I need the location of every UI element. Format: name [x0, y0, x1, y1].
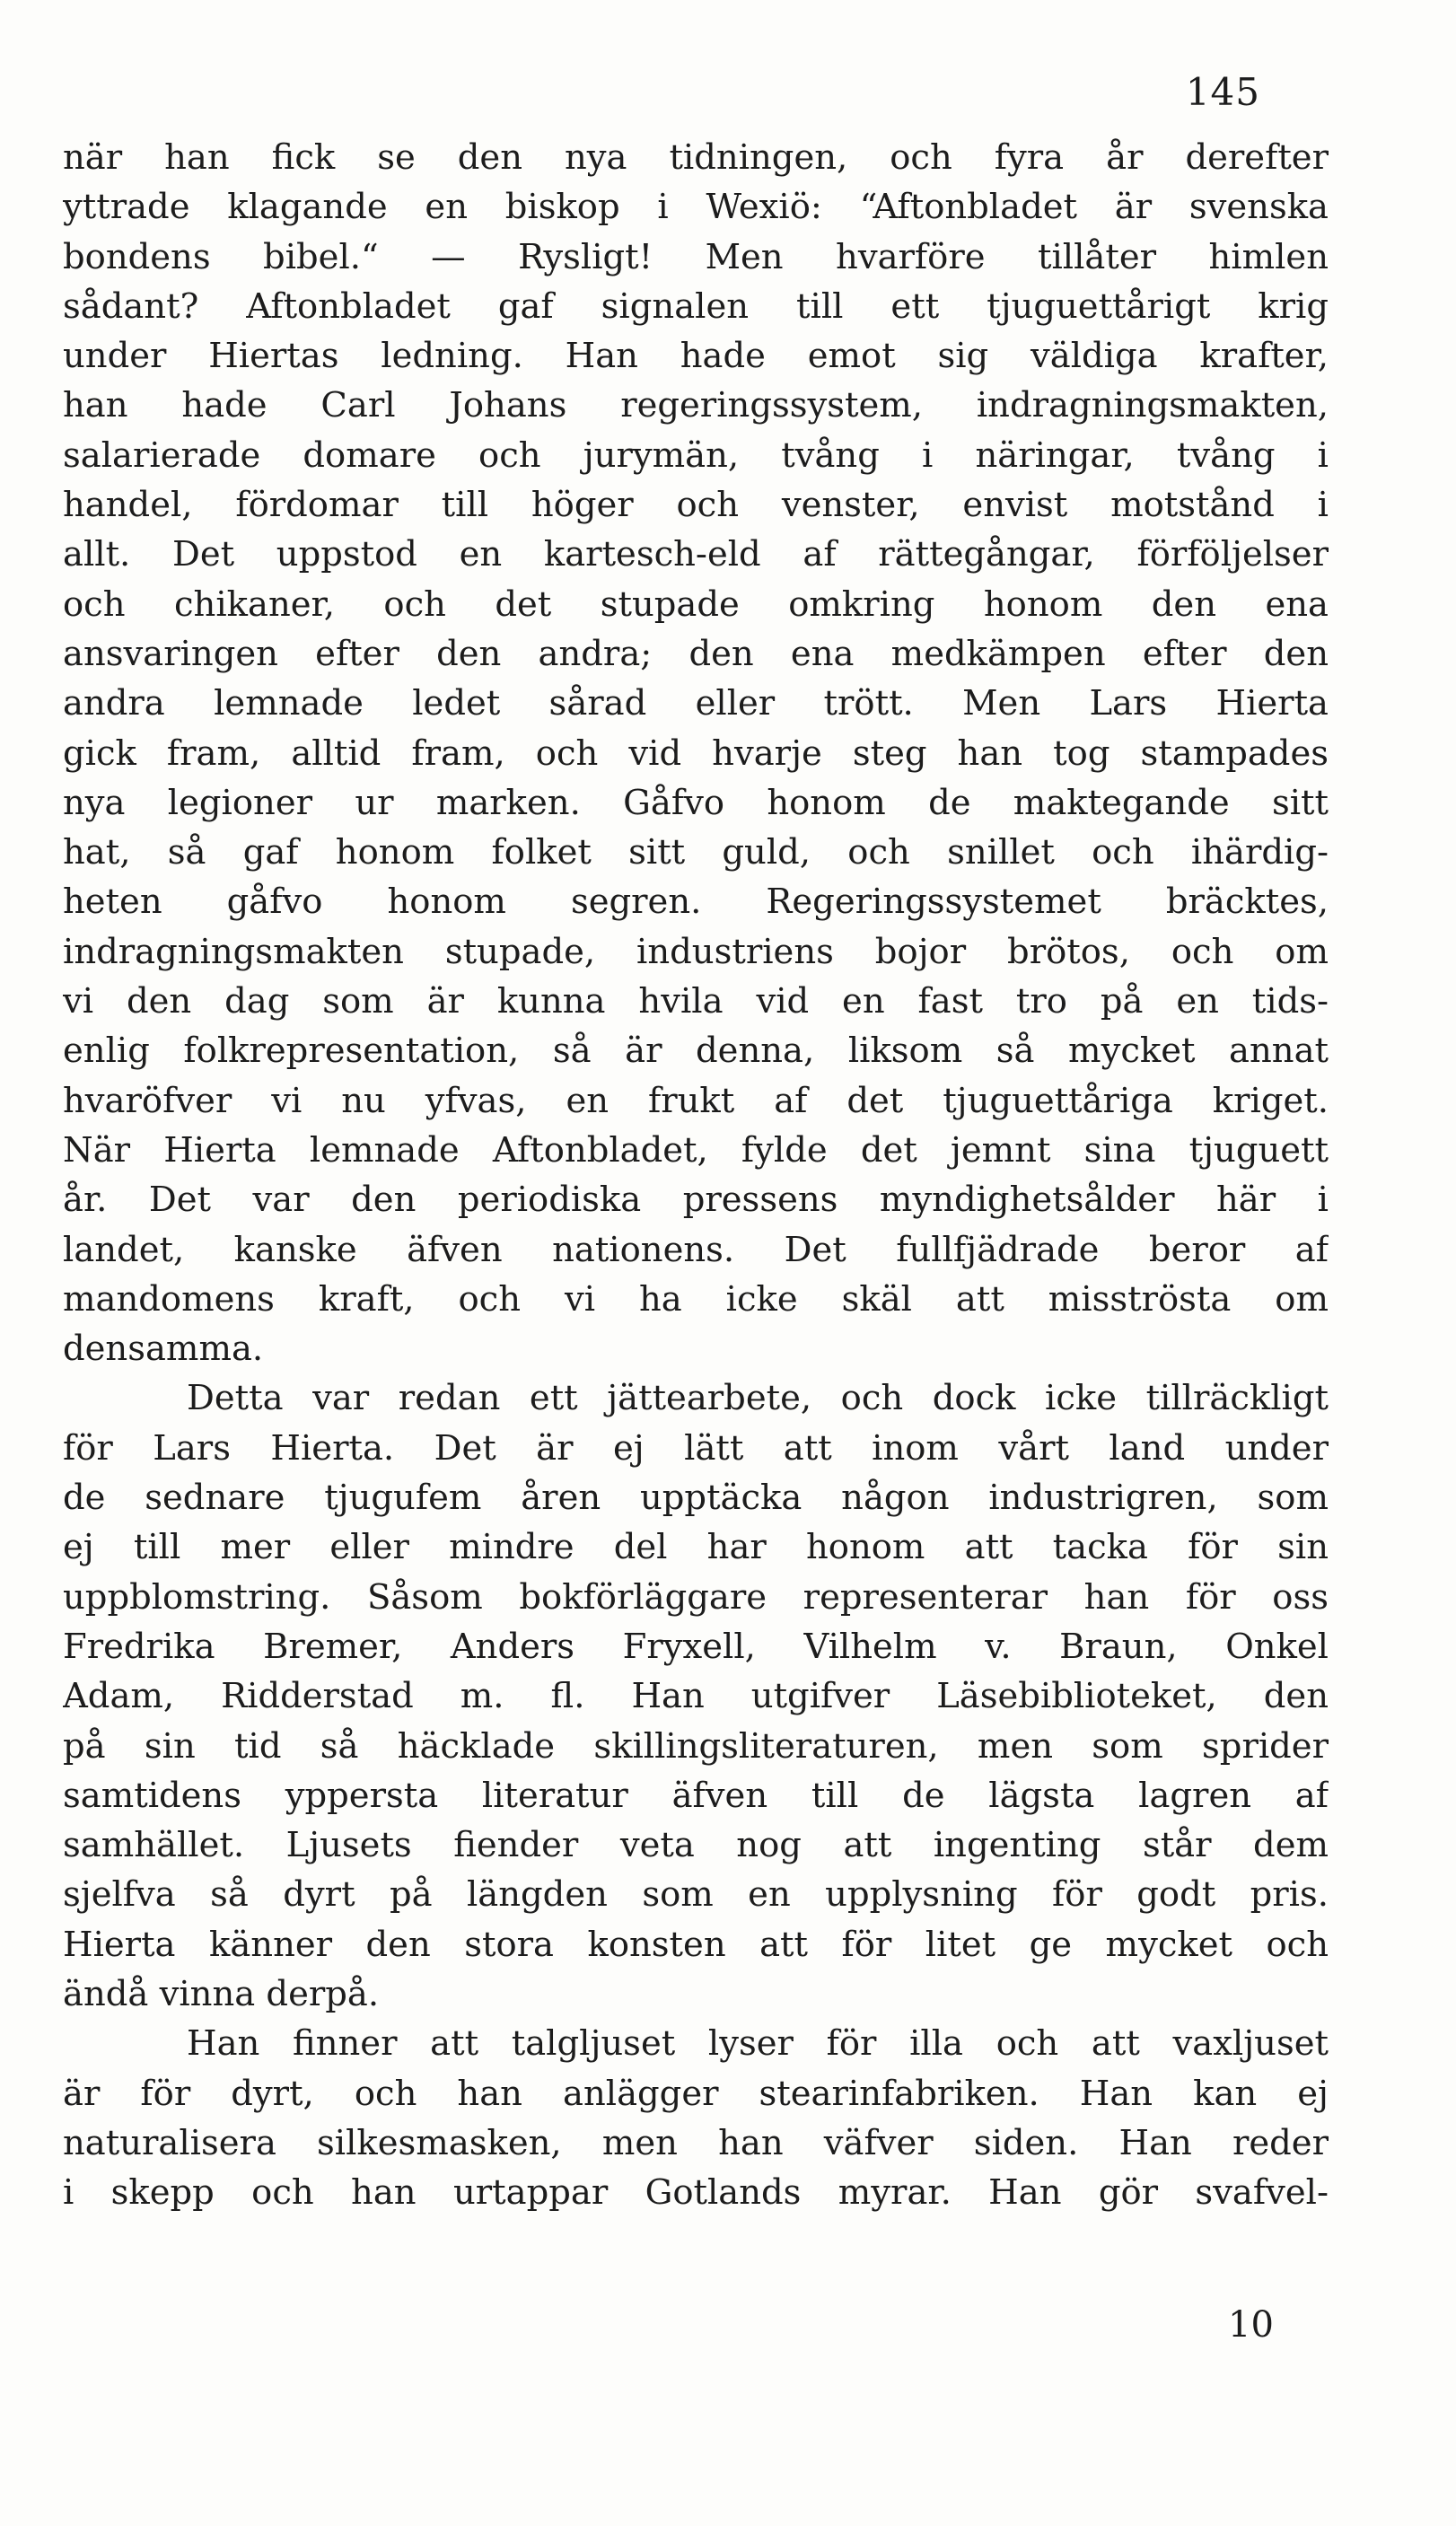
text-line: salarierade domare och jurymän, tvång i näringar, tvång i [63, 434, 1329, 476]
text-line: landet, kanske äfven nationens. Det fullfjädrade beror af [63, 1229, 1329, 1270]
body-text [63, 133, 1329, 2217]
text-line: de sednare tjugufem åren upptäcka någon industrigren, som [63, 1478, 1329, 1519]
text-line: gick fram, alltid fram, och vid hvarje steg han tog stampades [63, 732, 1329, 774]
text-line: Fredrika Bremer, Anders Fryxell, Vilhelm v. Braun, Onkel [63, 1626, 1329, 1667]
text-line: När Hierta lemnade Aftonbladet, fylde det jemnt sina tjuguett [63, 1129, 1329, 1171]
text-line: på sin tid så häcklade skillingsliteraturen, men som sprider [63, 1725, 1329, 1767]
text-line: för Lars Hierta. Det är ej lätt att inom vårt land under [63, 1427, 1329, 1469]
text-line: handel, fördomar till höger och venster, envist motstånd i [63, 485, 1329, 526]
text-line: heten gåfvo honom segren. Regeringssystemet bräcktes, [63, 881, 1329, 923]
text-line: Hierta känner den stora konsten att för litet ge mycket och [63, 1924, 1329, 1965]
text-line: Han finner att talgljuset lyser för illa och att vaxljuset [187, 2023, 1329, 2065]
text-line: allt. Det uppstod en kartesch-eld af rättegångar, förföljelser [63, 534, 1329, 575]
text-line: uppblomstring. Såsom bokförläggare representerar han för oss [63, 1576, 1329, 1618]
text-line: vi den dag som är kunna hvila vid en fast tro på en tids- [63, 981, 1329, 1022]
text-line: sådant? Aftonbladet gaf signalen till ett tjuguettårigt krig [63, 285, 1329, 327]
text-line: och chikaner, och det stupade omkring honom den ena [63, 583, 1329, 625]
text-line: samhället. Ljusets fiender veta nog att ingenting står dem [63, 1825, 1329, 1866]
text-line: enlig folkrepresentation, så är denna, liksom så mycket annat [63, 1031, 1329, 1072]
text-line: ej till mer eller mindre del har honom att tacka för sin [63, 1527, 1329, 1568]
signature-mark: 10 [1228, 2304, 1274, 2346]
text-line: ansvaringen efter den andra; den ena medkämpen efter den [63, 633, 1329, 674]
text-line: hvaröfver vi nu yfvas, en frukt af det tjuguettåriga kriget. [63, 1080, 1329, 1121]
text-line: bondens bibel.“ — Rysligt! Men hvarföre tillåter himlen [63, 236, 1329, 277]
text-line: år. Det var den periodiska pressens myndighetsålder här i [63, 1180, 1329, 1221]
text-line: sjelfva så dyrt på längden som en upplysning för godt pris. [63, 1874, 1329, 1916]
text-line: Detta var redan ett jättearbete, och dock icke tillräckligt [187, 1378, 1329, 1419]
text-line: Adam, Ridderstad m. fl. Han utgifver Läsebiblioteket, den [63, 1676, 1329, 1717]
text-line: samtidens yppersta literatur äfven till de lägsta lagren af [63, 1775, 1329, 1816]
page-number: 145 [1185, 70, 1260, 114]
text-line: naturalisera silkesmasken, men han väfver siden. Han reder [63, 2122, 1329, 2163]
text-line: under Hiertas ledning. Han hade emot sig väldiga krafter, [63, 336, 1329, 377]
text-line: andra lemnade ledet sårad eller trött. Men Lars Hierta [63, 683, 1329, 724]
text-line: när han fick se den nya tidningen, och fyra år derefter [63, 137, 1329, 178]
text-line: ändå vinna derpå. [63, 1973, 380, 2014]
text-line: indragningsmakten stupade, industriens bojor brötos, och om [63, 931, 1329, 972]
text-line: mandomens kraft, och vi ha icke skäl att misströsta om [63, 1278, 1329, 1320]
text-line: densamma. [63, 1329, 264, 1370]
text-line: hat, så gaf honom folket sitt guld, och snillet och ihärdig- [63, 832, 1329, 873]
text-line: nya legioner ur marken. Gåfvo honom de maktegande sitt [63, 782, 1329, 823]
text-line: yttrade klagande en biskop i Wexiö: “Aftonbladet är svenska [63, 187, 1329, 228]
text-line: han hade Carl Johans regeringssystem, indragningsmakten, [63, 385, 1329, 426]
text-line: i skepp och han urtappar Gotlands myrar. Han gör svafvel- [63, 2172, 1329, 2214]
text-line: är för dyrt, och han anlägger stearinfabriken. Han kan ej [63, 2073, 1329, 2114]
